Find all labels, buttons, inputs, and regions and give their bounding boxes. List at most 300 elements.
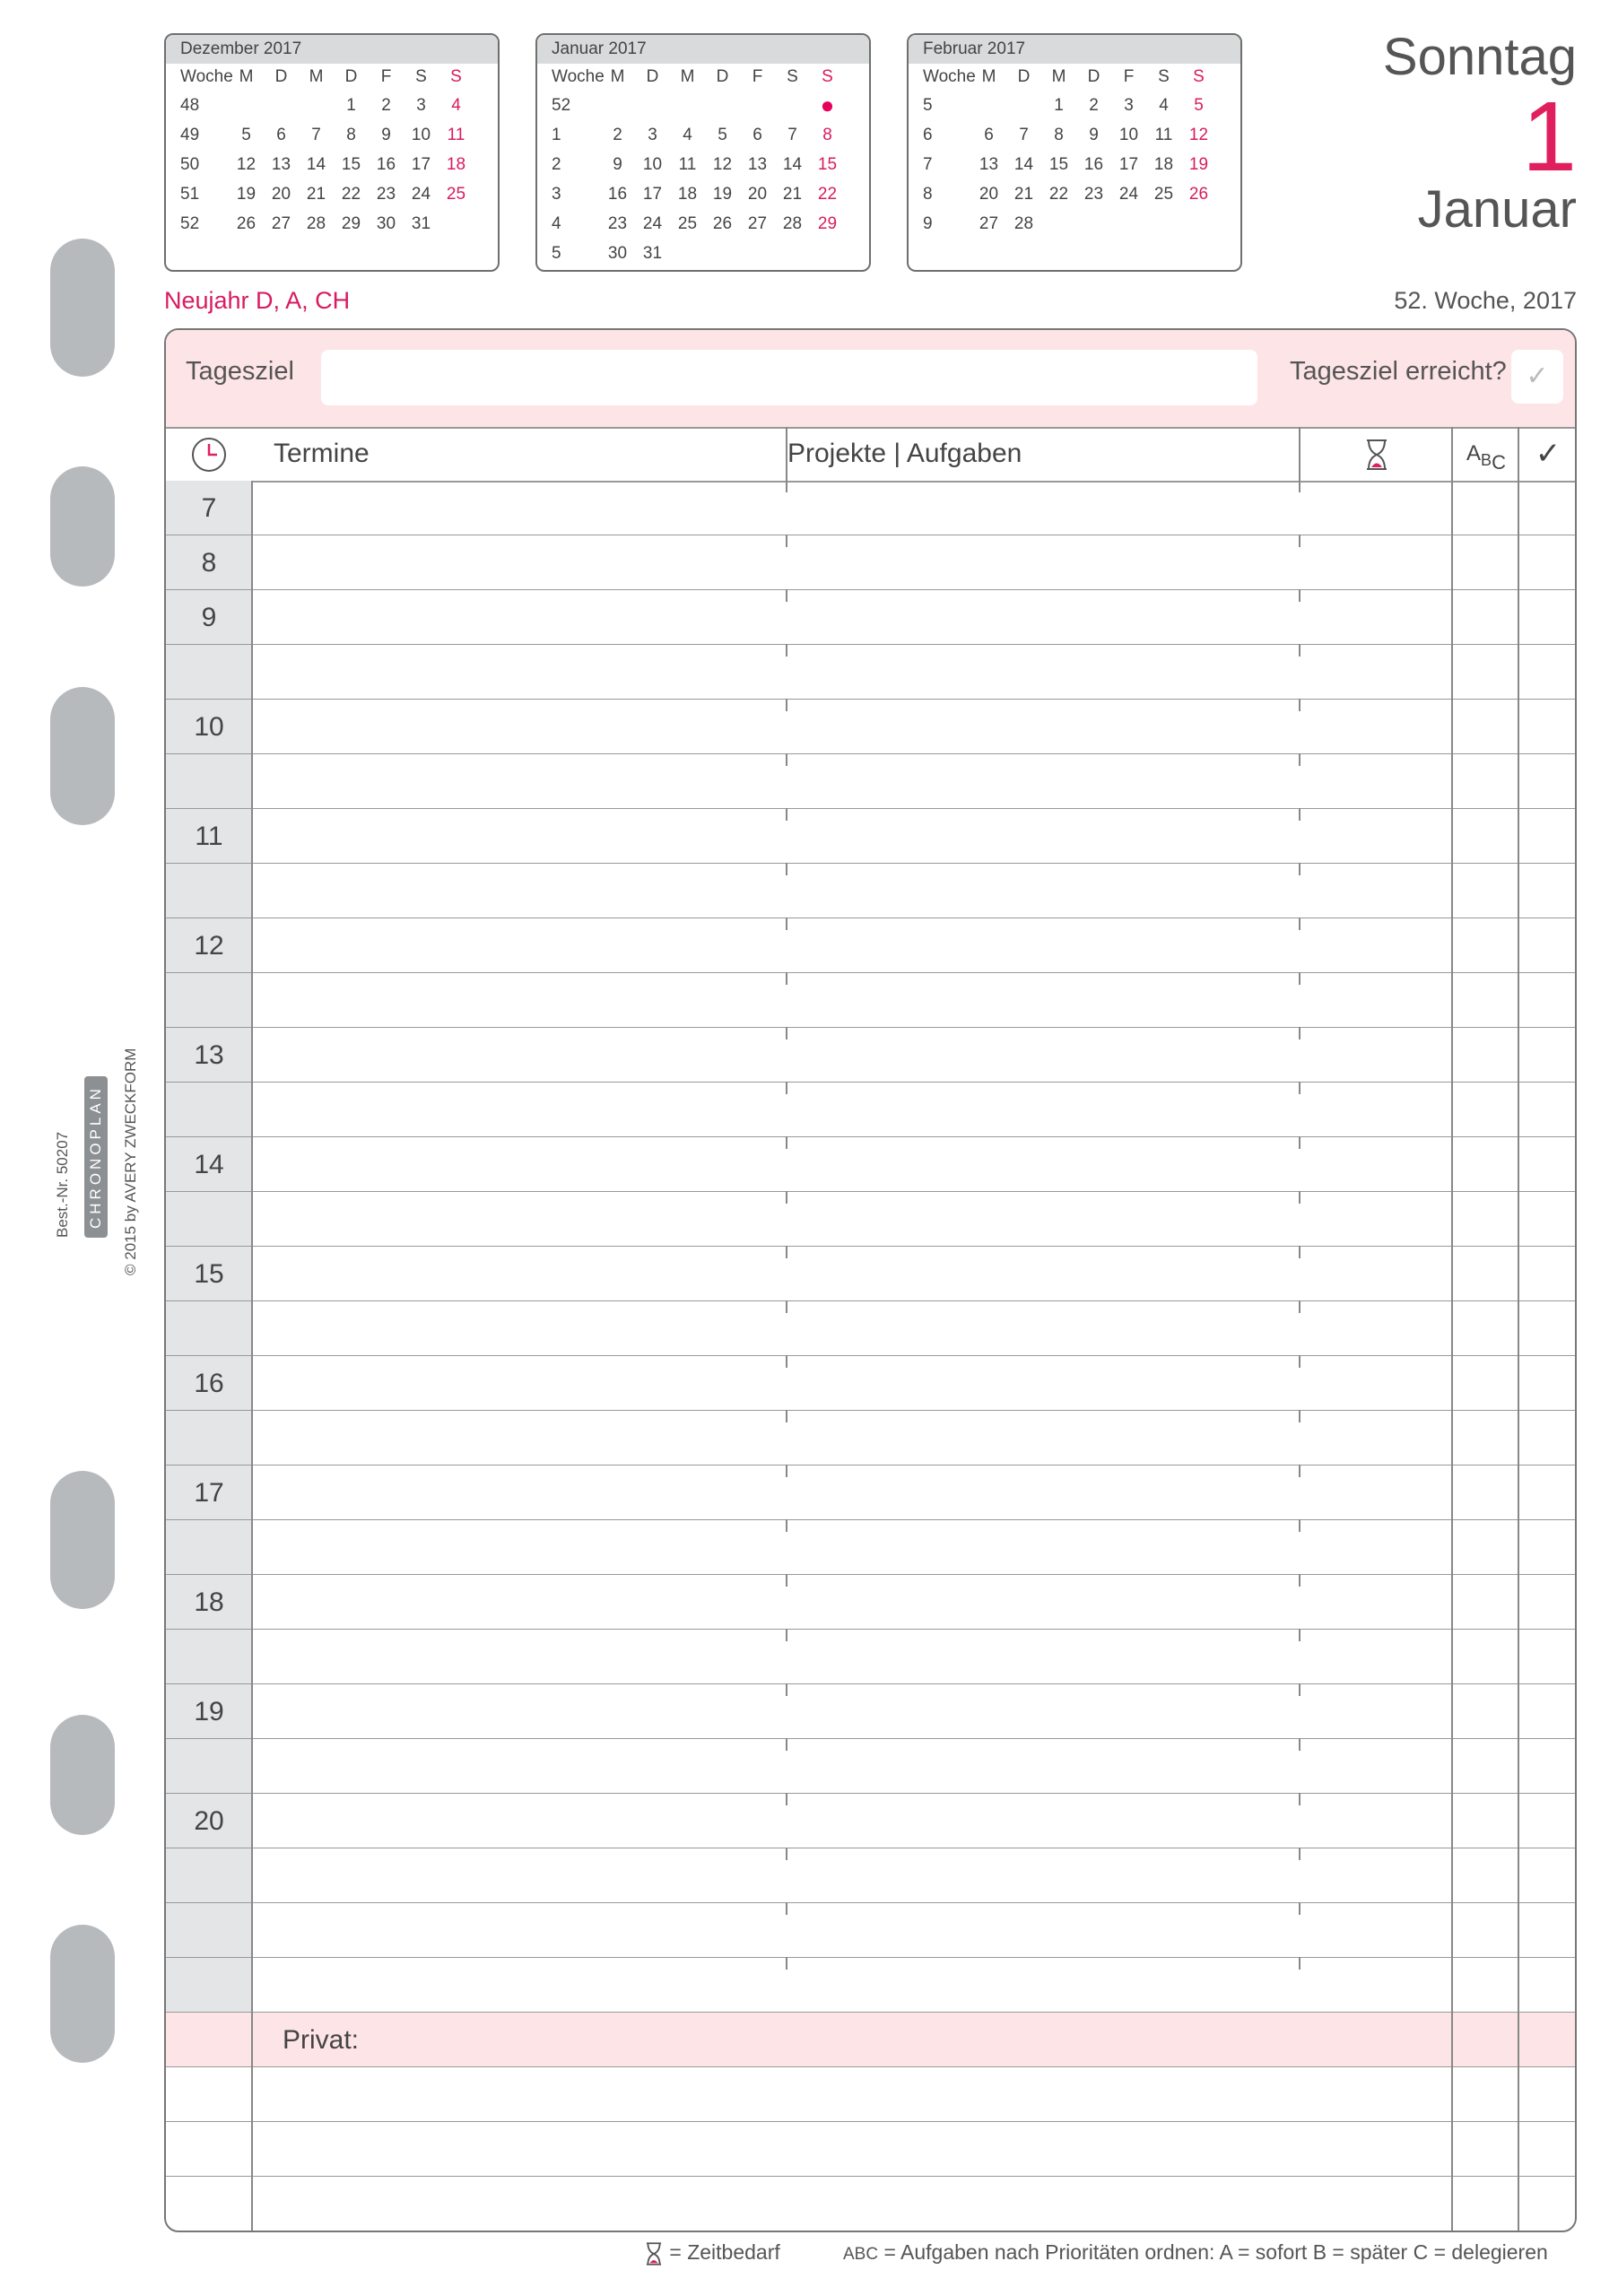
calendar-day: 2: [381, 96, 391, 115]
divider: [251, 481, 253, 2232]
time-legend-text: = Zeitbedarf: [669, 2240, 780, 2265]
calendar-day: [1041, 209, 1076, 239]
calendar-day: 5: [718, 126, 727, 144]
time-slot-row[interactable]: [166, 590, 1575, 645]
calendar-day: 14: [1013, 155, 1034, 174]
calendar-day: 3: [416, 96, 426, 115]
hour-label: 14: [166, 1137, 252, 1191]
calendar-day: 25: [446, 185, 466, 204]
binder-hole: [50, 1925, 115, 2063]
column-tick: [786, 1848, 787, 1860]
time-slot-row[interactable]: [166, 1465, 1575, 1520]
calendar-day: 19: [1188, 155, 1209, 174]
private-row[interactable]: [166, 2013, 1575, 2067]
calendar-day: 31: [642, 244, 663, 263]
mini-calendar-row: [166, 150, 498, 179]
calendar-day: D: [1087, 67, 1100, 86]
time-slot-row[interactable]: [166, 1958, 1575, 2013]
time-slot-row[interactable]: [166, 1356, 1575, 1411]
column-tick: [1299, 535, 1300, 547]
time-slot-row[interactable]: [166, 918, 1575, 973]
goal-achieved-label: Tagesziel erreicht?: [1290, 357, 1507, 386]
hour-label: 11: [166, 809, 252, 863]
column-tick: [786, 644, 787, 657]
calendar-day: 31: [411, 214, 431, 233]
calendar-day: 22: [1048, 185, 1069, 204]
time-slot-row[interactable]: [166, 1903, 1575, 1958]
calendar-day: 30: [607, 244, 628, 263]
mini-calendar: [907, 33, 1242, 272]
calendar-day: 2: [1089, 96, 1099, 115]
column-tick: [1299, 1300, 1300, 1313]
time-slot-row[interactable]: [166, 1028, 1575, 1083]
goal-input[interactable]: [321, 350, 1257, 405]
calendar-day: D: [716, 67, 729, 86]
calendar-day: 3: [648, 126, 657, 144]
calendar-day: 11: [1154, 126, 1173, 144]
week-number: 8: [923, 185, 933, 204]
mini-calendar-row: [537, 150, 869, 179]
divider: [1518, 427, 1519, 2232]
private-line[interactable]: [166, 2122, 1575, 2177]
calendar-day: [740, 91, 775, 120]
week-number: 50: [180, 155, 200, 174]
calendar-day: 17: [1118, 155, 1139, 174]
hour-label: 15: [166, 1247, 252, 1300]
week-number: 49: [180, 126, 200, 144]
time-slot-row[interactable]: [166, 1739, 1575, 1794]
calendar-day: [670, 91, 705, 120]
calendar-day: 29: [817, 214, 838, 233]
week-number: 51: [180, 185, 200, 204]
calendar-day: S: [1158, 67, 1170, 86]
calendar-day: 6: [984, 126, 994, 144]
calendar-day: 14: [782, 155, 803, 174]
hour-label: [166, 1520, 252, 1574]
binder-hole: [50, 1471, 115, 1609]
column-tick: [786, 699, 787, 711]
calendar-day: M: [239, 67, 254, 86]
day-planner-grid: [164, 328, 1577, 2232]
calendar-day: S: [415, 67, 427, 86]
calendar-day: [705, 239, 740, 268]
calendar-day: [775, 239, 810, 268]
calendar-day: 13: [979, 155, 999, 174]
mini-calendar-row: [166, 179, 498, 209]
calendar-day: [1076, 209, 1111, 239]
calendar-day: 24: [642, 214, 663, 233]
order-number: Best.-Nr. 50207: [54, 1131, 71, 1238]
column-tick: [1299, 699, 1300, 711]
mini-calendar-title: Dezember 2017: [166, 35, 498, 64]
calendar-day: 14: [306, 155, 326, 174]
mini-calendar-row: [909, 64, 1240, 91]
column-tick: [1299, 1738, 1300, 1751]
hour-label: 17: [166, 1465, 252, 1519]
calendar-day: 19: [236, 185, 257, 204]
calendar-day: [1181, 209, 1216, 239]
hour-label: 16: [166, 1356, 252, 1410]
calendar-day: 19: [712, 185, 733, 204]
calendar-day: F: [380, 67, 392, 86]
calendar-day: 23: [376, 185, 396, 204]
column-tick: [1299, 1848, 1300, 1860]
calendar-day: 7: [787, 126, 797, 144]
hour-label: [166, 754, 252, 808]
calendar-day: 10: [642, 155, 663, 174]
time-slot-row[interactable]: [166, 1794, 1575, 1848]
calendar-day: 8: [1054, 126, 1064, 144]
binder-hole: [50, 687, 115, 825]
mini-calendar-row: [537, 120, 869, 150]
goal-achieved-checkbox[interactable]: ✓: [1511, 350, 1563, 404]
calendar-day: D: [1017, 67, 1031, 86]
column-tick: [786, 1082, 787, 1094]
calendar-day: D: [274, 67, 288, 86]
calendar-day: 7: [311, 126, 321, 144]
calendar-day: 18: [677, 185, 698, 204]
column-tick: [786, 808, 787, 821]
calendar-day: 10: [1118, 126, 1139, 144]
calendar-day: 16: [1083, 155, 1104, 174]
column-tick: [786, 1191, 787, 1204]
calendar-day: 25: [677, 214, 698, 233]
footer-abc-legend: [843, 2240, 1548, 2265]
mini-calendar-row: [537, 64, 869, 91]
column-tick: [1299, 644, 1300, 657]
hour-label: [166, 1848, 252, 1902]
calendar-day: 9: [613, 155, 622, 174]
column-tick: [1299, 1519, 1300, 1532]
private-line[interactable]: [166, 2067, 1575, 2122]
projekte-header: Projekte | Aufgaben: [787, 439, 1022, 468]
column-tick: [786, 972, 787, 985]
hour-label: 19: [166, 1684, 252, 1738]
divider: [786, 427, 787, 481]
weekday: Sonntag: [1382, 28, 1577, 86]
binder-hole: [50, 239, 115, 377]
column-tick: [1299, 1082, 1300, 1094]
done-check-icon: ✓: [1535, 437, 1561, 471]
calendar-day: 28: [306, 214, 326, 233]
mini-calendar-row: [909, 150, 1240, 179]
calendar-day: 27: [747, 214, 768, 233]
calendar-day: 23: [1083, 185, 1104, 204]
column-tick: [1299, 1191, 1300, 1204]
calendar-day: 16: [376, 155, 396, 174]
column-tick: [786, 1410, 787, 1422]
hourglass-icon: [1300, 427, 1453, 481]
column-tick: [786, 1629, 787, 1641]
mini-calendar-row: [166, 120, 498, 150]
column-tick: [786, 1793, 787, 1805]
hour-label: [166, 1739, 252, 1793]
column-tick: [786, 918, 787, 930]
mini-calendar-row: [909, 91, 1240, 120]
calendar-day: D: [646, 67, 659, 86]
time-slot-row[interactable]: [166, 645, 1575, 700]
hour-label: [166, 1411, 252, 1465]
hour-label: [166, 1301, 252, 1355]
calendar-day: M: [981, 67, 996, 86]
column-tick: [1299, 808, 1300, 821]
hour-label: [166, 1192, 252, 1246]
hour-label: [166, 2013, 252, 2066]
hour-label: 8: [166, 535, 252, 589]
week-number: 48: [180, 96, 200, 115]
calendar-day: [635, 91, 670, 120]
calendar-day: 18: [1153, 155, 1174, 174]
calendar-day: 21: [782, 185, 803, 204]
week-number: 7: [923, 155, 933, 174]
calendar-day: 15: [341, 155, 361, 174]
holiday-label: Neujahr D, A, CH: [164, 287, 351, 314]
hour-label: 10: [166, 700, 252, 753]
hour-label: 12: [166, 918, 252, 972]
mini-calendar: [164, 33, 500, 272]
binder-hole: [50, 466, 115, 587]
mini-calendar-title: Februar 2017: [909, 35, 1240, 64]
binder-hole: [50, 1715, 115, 1835]
calendar-day: 21: [306, 185, 326, 204]
calendar-day: 3: [1124, 96, 1134, 115]
column-tick: [1299, 589, 1300, 602]
column-tick: [786, 1683, 787, 1696]
calendar-day: 20: [271, 185, 291, 204]
calendar-day: S: [1193, 67, 1205, 86]
week-number: 6: [923, 126, 933, 144]
abc-legend-prefix: ABC: [843, 2245, 879, 2264]
time-slot-row[interactable]: [166, 973, 1575, 1028]
column-tick: [1299, 1465, 1300, 1477]
hour-label: [166, 864, 252, 918]
calendar-day: 26: [712, 214, 733, 233]
brand-label: CHRONOPLAN: [84, 1076, 108, 1238]
hour-label: 13: [166, 1028, 252, 1082]
calendar-day: 15: [817, 155, 838, 174]
calendar-day: 20: [979, 185, 999, 204]
time-slot-row[interactable]: [166, 700, 1575, 754]
hour-label: [166, 1083, 252, 1136]
calendar-day: M: [610, 67, 625, 86]
calendar-day: 18: [446, 155, 466, 174]
calendar-day: [600, 91, 635, 120]
column-tick: [786, 1027, 787, 1039]
calendar-day: 27: [979, 214, 999, 233]
day-number: 1: [1521, 82, 1577, 192]
calendar-day: D: [344, 67, 358, 86]
time-slot-row[interactable]: [166, 1520, 1575, 1575]
mini-calendar-row: [166, 91, 498, 120]
calendar-day: M: [680, 67, 695, 86]
calendar-day: 28: [782, 214, 803, 233]
private-line[interactable]: [166, 2177, 1575, 2231]
calendar-day: [229, 91, 264, 120]
column-tick: [1299, 1793, 1300, 1805]
calendar-day: [1006, 91, 1041, 120]
clock-icon: [166, 427, 252, 481]
calendar-day: 22: [341, 185, 361, 204]
column-tick: [1299, 753, 1300, 766]
private-label: Privat:: [283, 2025, 360, 2055]
week-number: 5: [923, 96, 933, 115]
time-slot-row[interactable]: [166, 535, 1575, 590]
mini-calendar-row: [537, 179, 869, 209]
column-tick: [1299, 1957, 1300, 1970]
calendar-day: 2: [613, 126, 622, 144]
column-tick: [1299, 1355, 1300, 1368]
column-tick: [786, 1574, 787, 1587]
mini-calendar: [535, 33, 871, 272]
mini-calendar-row: [166, 209, 498, 239]
calendar-day: M: [1051, 67, 1066, 86]
time-slot-row[interactable]: [166, 1137, 1575, 1192]
column-tick: [786, 1957, 787, 1970]
time-slot-row[interactable]: [166, 1192, 1575, 1247]
calendar-day: 17: [642, 185, 663, 204]
calendar-day: [705, 91, 740, 120]
week-number: Woche: [180, 67, 233, 86]
time-slot-row[interactable]: [166, 481, 1575, 535]
hour-label: 20: [166, 1794, 252, 1848]
column-tick: [786, 1136, 787, 1149]
column-header: [166, 427, 1575, 483]
time-slot-row[interactable]: [166, 1684, 1575, 1739]
time-slot-row[interactable]: [166, 809, 1575, 864]
time-slot-row[interactable]: [166, 754, 1575, 809]
calendar-day: 13: [271, 155, 291, 174]
week-number: 5: [552, 244, 561, 263]
calendar-day: 9: [381, 126, 391, 144]
column-tick: [1299, 918, 1300, 930]
calendar-day: 27: [271, 214, 291, 233]
column-tick: [1299, 1574, 1300, 1587]
hour-label: [166, 1958, 252, 2012]
calendar-day: [1111, 209, 1146, 239]
hour-label: 9: [166, 590, 252, 644]
column-tick: [786, 1300, 787, 1313]
hour-label: [166, 1903, 252, 1957]
termine-header: Termine: [274, 439, 370, 468]
column-tick: [1299, 972, 1300, 985]
calendar-day: S: [450, 67, 462, 86]
calendar-day: [670, 239, 705, 268]
calendar-day: 11: [447, 126, 465, 144]
copyright: © 2015 by AVERY ZWECKFORM: [122, 1048, 139, 1275]
mini-calendar-row: [166, 64, 498, 91]
week-info: 52. Woche, 2017: [1394, 287, 1577, 314]
calendar-day: [810, 239, 845, 268]
calendar-day: 5: [241, 126, 251, 144]
calendar-day: [264, 91, 299, 120]
calendar-day: 17: [411, 155, 431, 174]
calendar-day: 8: [346, 126, 356, 144]
column-tick: [1299, 1136, 1300, 1149]
column-tick: [786, 1902, 787, 1915]
column-tick: [1299, 1410, 1300, 1422]
column-tick: [786, 1738, 787, 1751]
time-slot-row[interactable]: [166, 1630, 1575, 1684]
mini-calendar-row: [537, 209, 869, 239]
column-tick: [786, 753, 787, 766]
calendar-day: [1146, 209, 1181, 239]
abc-legend-text: = Aufgaben nach Prioritäten ordnen: A = sofort B = später C = delegieren: [883, 2240, 1548, 2264]
calendar-day: 13: [747, 155, 768, 174]
hourglass-icon: [644, 2240, 664, 2267]
daily-goal-bar: [166, 330, 1575, 429]
calendar-day: 4: [683, 126, 692, 144]
divider: [1299, 427, 1300, 481]
column-tick: [786, 1355, 787, 1368]
goal-label: Tagesziel: [186, 357, 294, 386]
calendar-day: 9: [1089, 126, 1099, 144]
time-slot-row[interactable]: [166, 1083, 1575, 1137]
column-tick: [1299, 1902, 1300, 1915]
calendar-day: 4: [1159, 96, 1169, 115]
column-tick: [786, 863, 787, 875]
time-slot-row[interactable]: [166, 1411, 1575, 1465]
time-slot-row[interactable]: [166, 1301, 1575, 1356]
column-tick: [1299, 863, 1300, 875]
week-number: 9: [923, 214, 933, 233]
column-tick: [1299, 1683, 1300, 1696]
calendar-day: [299, 91, 334, 120]
column-tick: [786, 480, 787, 492]
column-tick: [1299, 1629, 1300, 1641]
week-number: 52: [180, 214, 200, 233]
calendar-day: 26: [236, 214, 257, 233]
column-tick: [1299, 1027, 1300, 1039]
time-slot-row[interactable]: [166, 1247, 1575, 1301]
mini-calendar-row: [909, 209, 1240, 239]
week-number: 2: [552, 155, 561, 174]
time-slot-row[interactable]: [166, 864, 1575, 918]
calendar-day: 24: [411, 185, 431, 204]
divider: [1451, 427, 1453, 2232]
calendar-day: 10: [411, 126, 431, 144]
footer-time-legend: [644, 2240, 780, 2267]
column-tick: [786, 589, 787, 602]
calendar-day: 12: [1188, 126, 1209, 144]
calendar-day: [775, 91, 810, 120]
calendar-day: 22: [817, 185, 838, 204]
calendar-day: 8: [822, 126, 832, 144]
calendar-day: 25: [1153, 185, 1174, 204]
abc-priority-icon: $A_{BC}$: [1466, 441, 1506, 474]
time-slot-row[interactable]: [166, 1848, 1575, 1903]
calendar-day: 29: [341, 214, 361, 233]
hour-label: [166, 645, 252, 699]
month-name: Januar: [1417, 180, 1577, 239]
calendar-day: 7: [1019, 126, 1029, 144]
calendar-day: 30: [376, 214, 396, 233]
week-number: 1: [552, 126, 561, 144]
column-tick: [786, 535, 787, 547]
calendar-day: 5: [1194, 96, 1204, 115]
calendar-day: 23: [607, 214, 628, 233]
calendar-day: 28: [1013, 214, 1034, 233]
week-number: Woche: [923, 67, 976, 86]
calendar-day: 15: [1048, 155, 1069, 174]
hour-label: [166, 1630, 252, 1683]
mini-calendar-row: [909, 179, 1240, 209]
column-tick: [1299, 1246, 1300, 1258]
side-imprint: [45, 1022, 152, 1274]
time-slot-row[interactable]: [166, 1575, 1575, 1630]
calendar-day: ●: [820, 91, 835, 118]
calendar-day: S: [787, 67, 798, 86]
calendar-day: 6: [752, 126, 762, 144]
